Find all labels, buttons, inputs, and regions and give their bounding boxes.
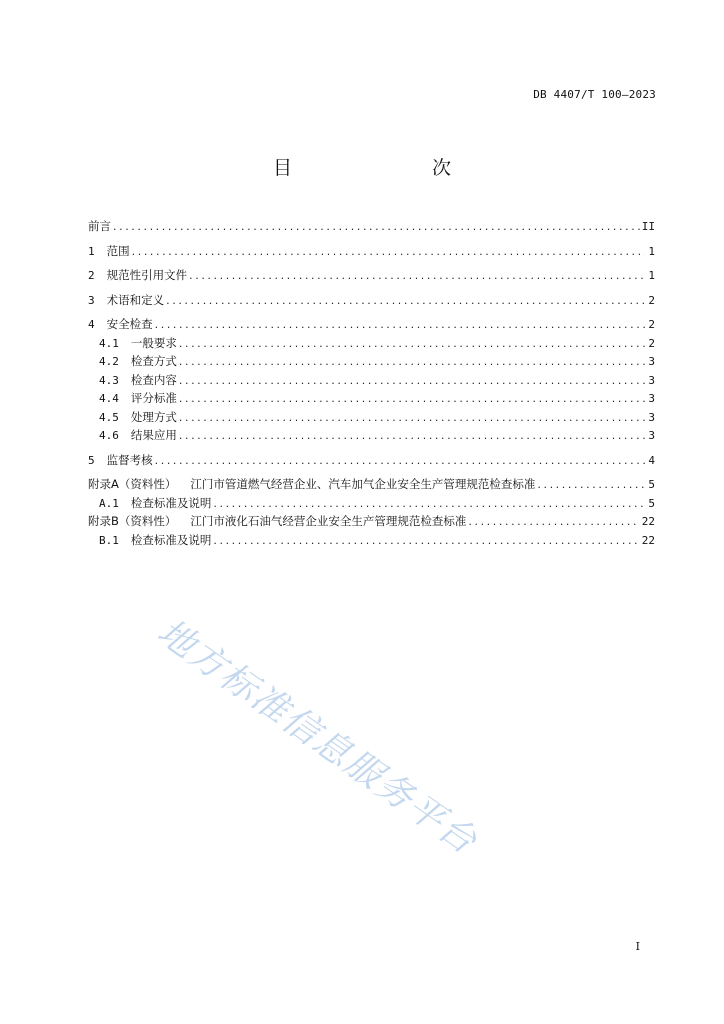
toc-page-number: 2 — [648, 318, 655, 331]
toc-page-number: 3 — [648, 429, 655, 442]
toc-label: 一般要求 — [130, 335, 177, 350]
toc-leader-dots — [189, 269, 645, 282]
toc-page-number: 2 — [648, 336, 655, 350]
toc-page-number: 5 — [648, 496, 655, 510]
toc-leader-dots — [537, 478, 645, 491]
toc-page-number: 1 — [648, 269, 655, 282]
toc-label: 监督考核 — [106, 452, 153, 467]
toc-label: 处理方式 — [130, 409, 177, 424]
toc-page-number: 22 — [641, 515, 655, 528]
toc-entry-4-6[interactable] — [88, 427, 655, 446]
toc-leader-dots — [155, 454, 645, 467]
toc-leader-dots — [155, 318, 645, 331]
toc-page-number: 3 — [648, 373, 655, 387]
toc-entry-annex-b[interactable] — [88, 513, 655, 532]
toc-leader-dots — [166, 294, 645, 307]
toc-leader-dots — [179, 374, 645, 387]
table-of-contents — [88, 218, 655, 550]
toc-number: A.1 — [99, 496, 119, 510]
toc-number: 2 — [88, 269, 95, 282]
toc-number: 1 — [88, 244, 95, 258]
toc-number: 4.6 — [99, 429, 119, 442]
toc-entry-safety-inspection[interactable] — [88, 316, 655, 335]
toc-leader-dots — [179, 429, 645, 442]
toc-annex-title: 江门市液化石油气经营企业安全生产管理规范检查标准 — [190, 514, 467, 528]
toc-number: 4.2 — [99, 355, 119, 368]
toc-entry-4-2[interactable] — [88, 353, 655, 372]
toc-leader-dots — [179, 337, 645, 350]
toc-number: 4.4 — [99, 392, 119, 405]
toc-label: 检查内容 — [130, 372, 177, 387]
page-title: 目 次 — [272, 157, 485, 179]
toc-label: 安全检查 — [106, 317, 153, 331]
watermark: 地方标准信息服务平台 — [149, 611, 485, 864]
toc-page-number: 5 — [648, 478, 655, 491]
toc-label: 评分标准 — [130, 391, 177, 405]
toc-number: 4.1 — [99, 336, 119, 350]
toc-entry-annex-a[interactable] — [88, 476, 655, 495]
toc-number: 4.5 — [99, 410, 119, 424]
toc-leader-dots — [113, 220, 640, 233]
toc-number: 4.3 — [99, 373, 119, 387]
toc-number: B.1 — [99, 533, 119, 547]
toc-page-number: 22 — [641, 533, 655, 547]
toc-number: 5 — [88, 453, 95, 467]
toc-label: 检查方式 — [130, 354, 177, 368]
toc-number: 3 — [88, 293, 95, 307]
toc-entry-4-5[interactable] — [88, 409, 655, 428]
toc-leader-dots — [179, 411, 645, 424]
toc-entry-a-1[interactable] — [88, 495, 655, 514]
toc-entry-foreword[interactable] — [88, 218, 655, 237]
toc-entry-supervision[interactable] — [88, 452, 655, 471]
toc-leader-dots — [213, 497, 645, 510]
toc-page-number: II — [641, 220, 655, 233]
toc-number: 4 — [88, 318, 95, 331]
toc-annex-label: 附录A（资料性） — [88, 477, 177, 491]
toc-page-number: 3 — [648, 355, 655, 368]
toc-page-number: 2 — [648, 293, 655, 307]
toc-entry-4-1[interactable] — [88, 335, 655, 354]
toc-label: 前言 — [88, 219, 111, 233]
toc-label: 检查标准及说明 — [130, 495, 212, 510]
toc-page-number: 1 — [648, 244, 655, 258]
toc-entry-4-3[interactable] — [88, 372, 655, 391]
toc-page-number: 4 — [648, 453, 655, 467]
toc-leader-dots — [213, 534, 639, 547]
toc-label: 检查标准及说明 — [130, 532, 212, 547]
toc-label: 结果应用 — [130, 428, 177, 442]
toc-entry-terms-definitions[interactable] — [88, 292, 655, 311]
toc-leader-dots — [179, 392, 645, 405]
toc-leader-dots — [132, 245, 645, 258]
document-code: DB 4407/T 100—2023 — [533, 88, 656, 101]
toc-leader-dots — [179, 355, 645, 368]
toc-label: 范围 — [106, 243, 130, 258]
toc-entry-normative-references[interactable] — [88, 267, 655, 286]
page-number: I — [635, 940, 640, 953]
toc-page-number: 3 — [648, 410, 655, 424]
toc-annex-title: 江门市管道燃气经营企业、汽车加气企业安全生产管理规范检查标准 — [190, 477, 536, 491]
toc-leader-dots — [468, 515, 639, 528]
toc-annex-label: 附录B（资料性） — [88, 514, 177, 528]
toc-label: 术语和定义 — [106, 292, 165, 307]
toc-entry-scope[interactable] — [88, 243, 655, 262]
toc-page-number: 3 — [648, 392, 655, 405]
toc-entry-4-4[interactable] — [88, 390, 655, 409]
toc-entry-b-1[interactable] — [88, 532, 655, 551]
toc-label: 规范性引用文件 — [106, 268, 188, 282]
